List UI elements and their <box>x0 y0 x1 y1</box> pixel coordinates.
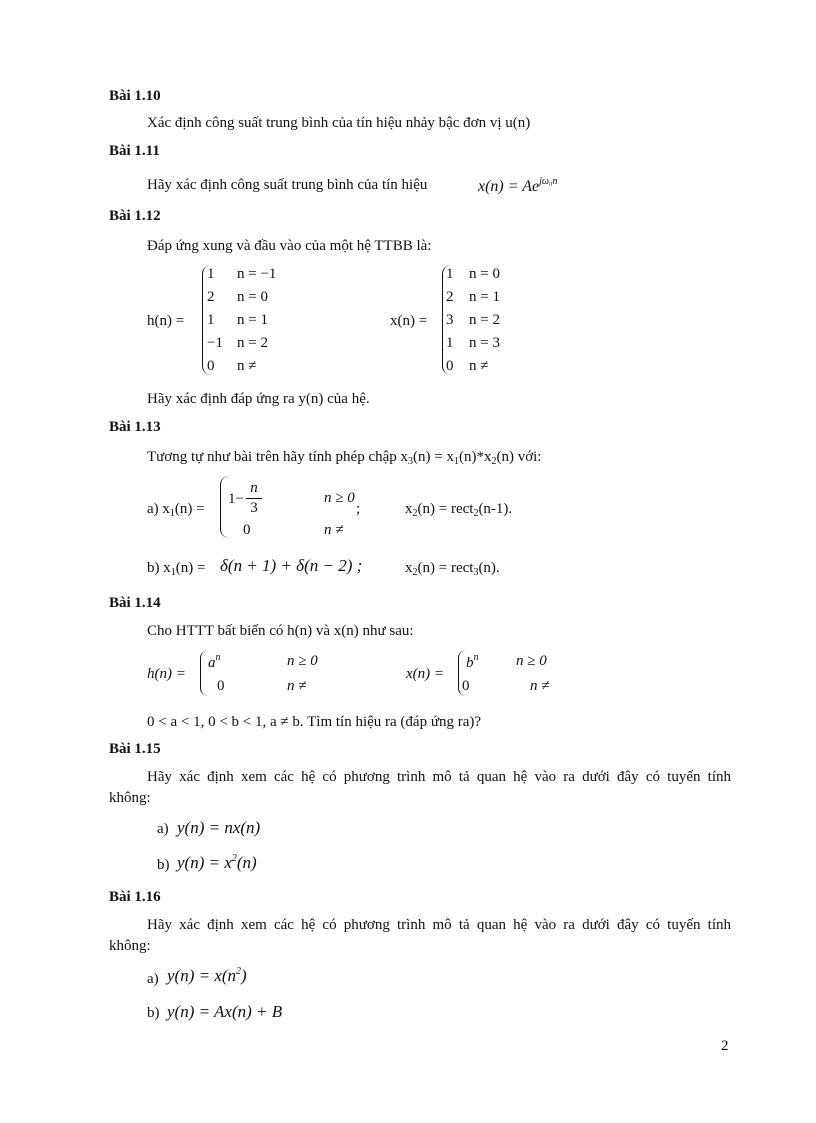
b115-b-label: b) <box>157 857 170 873</box>
b113-a-case2-value: 0 <box>243 522 251 538</box>
b114-h-brace <box>200 650 208 696</box>
b116-text-line2: không: <box>109 938 151 954</box>
b114-h-label: h(n) = <box>147 666 186 682</box>
b110-text: Xác định công suất trung bình của tín hiệu nhảy bậc đơn vị u(n) <box>147 115 531 131</box>
b112-h-case-value: 0 <box>207 358 215 374</box>
heading-bai-1-10: Bài 1.10 <box>109 88 161 104</box>
b114-h-case1-cond: n ≥ 0 <box>287 653 318 669</box>
b113-b-formula: δ(n + 1) + δ(n − 2) ; <box>220 556 363 575</box>
heading-bai-1-16: Bài 1.16 <box>109 889 161 905</box>
b114-x-case1-value: $b^n$ <box>466 652 479 671</box>
b112-x-case-value: 1 <box>446 335 454 351</box>
b113-a-semicolon: ; <box>356 501 361 517</box>
b112-x-case-value: 0 <box>446 358 454 374</box>
b116-b-formula: y(n) = Ax(n) + B <box>167 1002 283 1021</box>
heading-bai-1-11: Bài 1.11 <box>109 143 160 159</box>
b112-h-case-cond: n = 2 <box>237 335 268 351</box>
b114-h-case2-cond: n ≠ <box>287 678 307 694</box>
b113-b-x2: $x_2(n)$ = rect$_3$(n). <box>405 560 500 578</box>
b114-x-case2-value: 0 <box>462 678 470 694</box>
b112-x-case-value: 3 <box>446 312 454 328</box>
b112-question: Hãy xác định đáp ứng ra y(n) của hệ. <box>147 391 370 407</box>
b112-h-case-cond: n = −1 <box>237 266 277 282</box>
page-number: 2 <box>721 1038 729 1054</box>
b112-h-case-value: 1 <box>207 312 215 328</box>
heading-bai-1-12: Bài 1.12 <box>109 208 161 224</box>
b112-h-case-value: 2 <box>207 289 215 305</box>
b112-x-case-cond: n ≠ <box>469 358 489 374</box>
b112-h-case-value: 1 <box>207 266 215 282</box>
b112-x-case-value: 2 <box>446 289 454 305</box>
b112-x-case-cond: n = 0 <box>469 266 500 282</box>
b113-a-case1-prefix: 1− <box>228 491 244 507</box>
b114-text: Cho HTTT bất biến có h(n) và x(n) như sau: <box>147 623 414 639</box>
b114-conditions: 0 < a < 1, 0 < b < 1, a ≠ b. Tìm tín hiệu ra (đáp ứng ra)? <box>147 714 482 730</box>
b115-b-formula: $y(n) = x^2(n)$ <box>177 853 257 872</box>
b111-text: Hãy xác định công suất trung bình của tín hiệu <box>147 177 428 193</box>
b116-text-line1: Hãy xác định xem các hệ có phương trình mô tả quan hệ vào ra dưới đây có tuyến tính <box>147 917 731 933</box>
b113-a-case2-cond: n ≠ <box>324 522 344 538</box>
b112-h-case-value: −1 <box>207 335 223 351</box>
b112-x-label: x(n) = <box>390 313 428 329</box>
b113-a-frac-den: 3 <box>250 500 258 516</box>
b112-h-case-cond: n = 1 <box>237 312 268 328</box>
heading-bai-1-14: Bài 1.14 <box>109 595 161 611</box>
b112-x-case-value: 1 <box>446 266 454 282</box>
b116-a-formula: $y(n) = x(n^2)$ <box>167 966 247 985</box>
b112-text: Đáp ứng xung và đầu vào của một hệ TTBB là: <box>147 238 432 254</box>
b114-x-case2-cond: n ≠ <box>530 678 550 694</box>
b113-a-x2: $x_2(n)$ = rect$_2$(n-1). <box>405 501 513 519</box>
b114-x-label: x(n) = <box>406 666 445 682</box>
b112-x-case-cond: n = 2 <box>469 312 500 328</box>
b113-b-label: b) $x_1(n)$ = <box>147 560 206 578</box>
b113-a-frac-num: n <box>250 480 258 496</box>
b113-a-case1-cond: n ≥ 0 <box>324 490 355 506</box>
b116-b-label: b) <box>147 1005 160 1021</box>
b112-h-case-cond: n = 0 <box>237 289 268 305</box>
b113-a-label: a) $x_1(n)$ = <box>147 501 205 519</box>
b112-x-case-cond: n = 1 <box>469 289 500 305</box>
b112-h-case-cond: n ≠ <box>237 358 257 374</box>
b115-a-label: a) <box>157 821 169 837</box>
b114-x-case1-cond: n ≥ 0 <box>516 653 547 669</box>
heading-bai-1-13: Bài 1.13 <box>109 419 161 435</box>
b114-h-case1-value: $a^n$ <box>208 652 221 671</box>
b115-a-formula: y(n) = nx(n) <box>177 818 261 837</box>
b115-text-line1: Hãy xác định xem các hệ có phương trình mô tả quan hệ vào ra dưới đây có tuyến tính <box>147 769 731 785</box>
heading-bai-1-15: Bài 1.15 <box>109 741 161 757</box>
b112-x-case-cond: n = 3 <box>469 335 500 351</box>
b112-h-label: h(n) = <box>147 313 185 329</box>
b111-formula: $x(n) = Ae^{j\omega_0n}$ <box>478 176 558 195</box>
b114-h-case2-value: 0 <box>217 678 225 694</box>
b116-a-label: a) <box>147 971 159 987</box>
b115-text-line2: không: <box>109 790 151 806</box>
b113-text: Tương tự như bài trên hãy tính phép chập $x_3(n) = x_1(n)*x_2(n)$ với: <box>147 449 542 467</box>
